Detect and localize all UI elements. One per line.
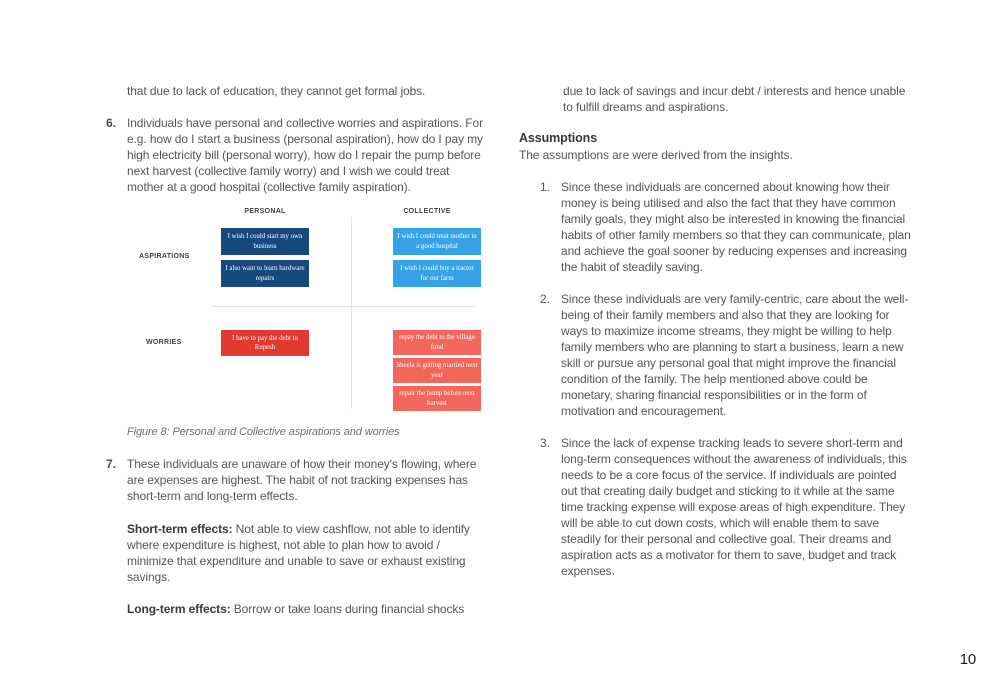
figure-note-personal-aspiration-2: I also want to learn hardware repairs [221,260,309,287]
figure-note-personal-worry-1: I have to pay the debt to Rupesh [221,330,309,356]
short-term-effects-text: Not able to view cashflow, not able to identify where expenditure is highest, not able to plan how to avoid / minimize that expenditure and unable to save or exhaust existing savings. [127,522,470,584]
left-continuation-line: that due to lack of education, they cannot get formal jobs. [127,84,426,98]
short-term-effects-paragraph [127,521,485,585]
figure-col-header-personal: PERSONAL [244,208,286,215]
figure-quadrant-chart [135,205,485,417]
figure-row-header-aspirations: ASPIRATIONS [139,253,190,260]
short-term-effects-label: Short-term effects: [127,522,233,536]
figure-note-collective-aspiration-1: I wish I could treat mother in a good hospital [393,228,481,255]
assumption-item-1-text: Since these individuals are concerned about knowing how their money is being utilised and also the fact that they have common family goals, they might also be interested in knowing the financial habits of other family members so that they can communicate, plan and achieve the goal sooner by reducing expenses and increasing the habit of steadily saving. [561,180,911,274]
assumptions-heading: Assumptions [519,131,598,145]
figure-note-collective-worry-2: Sheela is getting married next year [393,358,481,383]
assumption-item-3 [540,435,911,579]
list-item-6 [106,115,484,195]
figure-note-collective-aspiration-2: I wish I could buy a tractor for our farm [393,260,481,287]
figure-row-header-worries: WORRIES [146,339,182,346]
long-term-effects-label: Long-term effects: [127,602,231,616]
page-number: 10 [959,651,976,668]
figure-note-collective-worry-3: repair the pump before next harvest [393,386,481,411]
assumption-item-2-text: Since these individuals are very family-centric, care about the well-being of their family members and also that they are looking for ways to maximize income streams, they might be willing to help family members who are planning to start a business, learn a new skill or pursue any personal goal that might improve the financial condition of the family. The help mentioned above could be monetary, sharing financial responsibilities or in the form of motivation and encouragement. [561,292,909,418]
assumption-item-3-text: Since the lack of expense tracking leads to severe short-term and long-term consequences without the awareness of individuals, this needs to be a core focus of the service. If individuals are pointed out that creating daily budget and sticking to it while at the same time tracking expense will expose areas of high expenditure. They will be able to cut down costs, which will enable them to save steadily for their personal and collective goal. Their dreams and aspiration acts as a motivator for them to save, budget and track expenses. [561,436,907,578]
list-item-6-number: 6. [106,116,116,130]
assumptions-subtext: The assumptions are were derived from the insights. [519,148,793,162]
list-item-7-number: 7. [106,457,116,471]
figure-col-header-collective: COLLECTIVE [403,208,451,215]
right-continuation-paragraph: due to lack of savings and incur debt / interests and hence unable to fulfill dreams and aspirations. [563,84,906,114]
list-item-6-text: Individuals have personal and collective worries and aspirations. For e.g. how do I start a business (personal aspiration), how do I pay my high electricity bill (personal worry), how do I repair the pump before next harvest (collective family worry) and I wish we could treat mother at a good hospital (collective family aspiration). [127,116,483,194]
assumption-item-2-number: 2. [540,292,550,306]
figure-caption: Figure 8: Personal and Collective aspirations and worries [127,426,400,438]
assumption-item-3-number: 3. [540,436,550,450]
figure-horizontal-divider [211,306,475,307]
list-item-7 [106,456,484,504]
long-term-effects-text: Borrow or take loans during financial shocks [230,602,465,616]
assumption-item-1-number: 1. [540,180,550,194]
assumption-item-2 [540,291,911,419]
long-term-effects-paragraph [127,601,497,617]
figure-note-personal-aspiration-1: I wish I could start my own business [221,228,309,255]
list-item-7-text: These individuals are unaware of how their money's flowing, where are expenses are highest. The habit of not tracking expenses has short-term and long-term effects. [127,457,477,503]
figure-note-collective-worry-1: repay the debt to the village fund [393,330,481,355]
figure-vertical-divider [351,217,352,409]
assumption-item-1 [540,179,911,275]
